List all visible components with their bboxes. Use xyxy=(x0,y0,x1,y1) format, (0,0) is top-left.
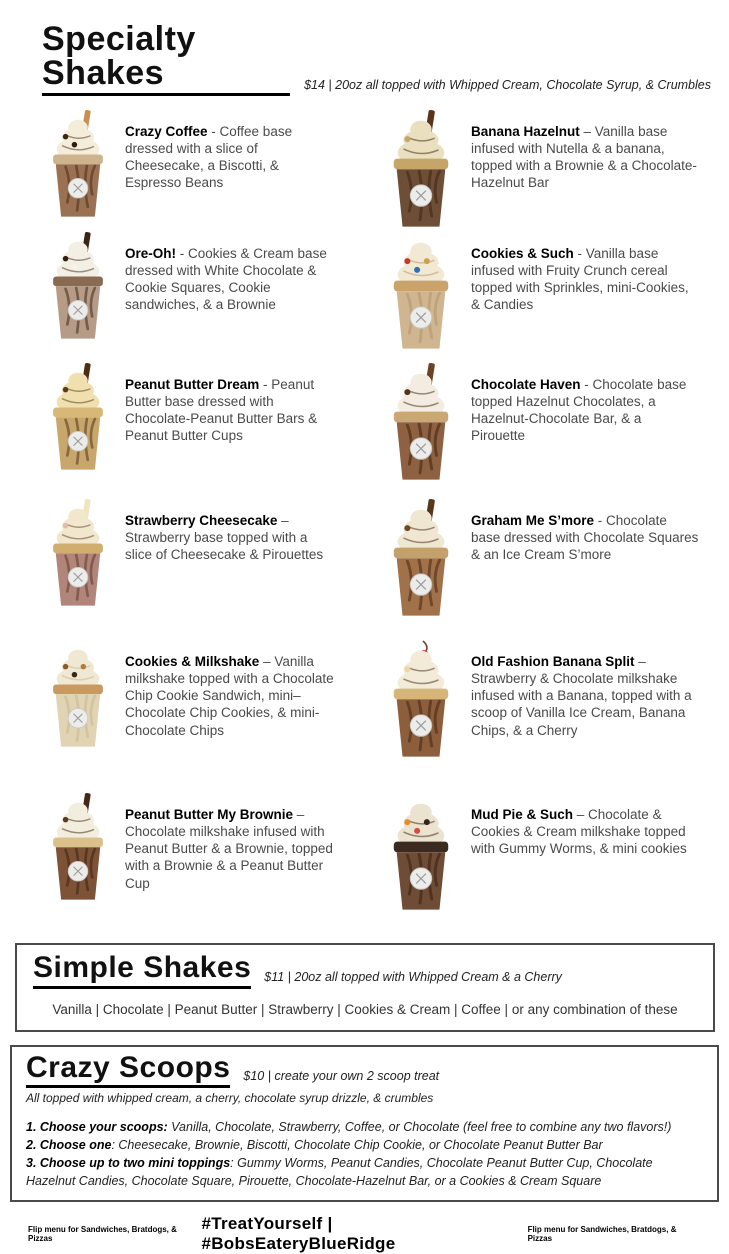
menu-item-cookies-milkshake xyxy=(46,640,386,793)
item-name: Cookies & Such xyxy=(471,246,574,261)
shake-photo xyxy=(46,110,110,232)
shake-photo xyxy=(46,232,110,363)
item-description: Cookies & Such - Vanilla base infused with Fruity Crunch cereal topped with Sprinkles, mini-Cookies, & Candies xyxy=(471,246,689,313)
shake-photo xyxy=(386,640,456,793)
simple-shakes-tagline: $11 | 20oz all topped with Whipped Cream & a Cherry xyxy=(264,969,562,984)
footer xyxy=(28,1214,701,1254)
crazy-scoops-subtitle: All topped with whipped cream, a cherry, chocolate syrup drizzle, & crumbles xyxy=(26,1091,434,1105)
menu-item-graham-me-s-more xyxy=(386,499,717,640)
menu-item-crazy-coffee xyxy=(46,110,386,232)
item-description: Banana Hazelnut – Vanilla base infused with Nutella & a banana, topped with a Brownie & a Chocolate-Hazelnut Bar xyxy=(471,124,697,191)
menu-item-ore-oh xyxy=(46,232,386,363)
shake-photo xyxy=(46,793,110,941)
crazy-scoops-title: Crazy Scoops xyxy=(26,1052,230,1089)
item-name: Ore-Oh! xyxy=(125,246,177,261)
simple-shakes-title: Simple Shakes xyxy=(33,952,251,989)
item-description: Strawberry Cheesecake – Strawberry base topped with a slice of Cheesecake & Pirouettes xyxy=(125,513,324,563)
crazy-scoops-header xyxy=(26,1052,703,1089)
specialty-title: Specialty Shakes xyxy=(42,22,290,96)
item-name: Banana Hazelnut xyxy=(471,124,580,139)
simple-shakes-header xyxy=(33,952,697,989)
specialty-items-grid xyxy=(46,110,729,941)
menu-item-old-fashion-banana-split xyxy=(386,640,717,793)
shake-photo xyxy=(386,499,456,640)
menu-item-peanut-butter-my-brownie xyxy=(46,793,386,941)
scoop-step: 3. Choose up to two mini toppings: Gummy Worms, Peanut Candies, Chocolate Peanut Butter Cup, Chocolate Hazelnut Candies, Chocolate Square, Pirouette, Chocolate-Hazelnut Bar, or a Cookies & Cream Square xyxy=(26,1156,653,1189)
item-description: Graham Me S’more - Chocolate base dressed with Chocolate Squares & an Ice Cream S’more xyxy=(471,513,699,563)
shake-photo xyxy=(386,232,456,363)
item-description: Chocolate Haven - Chocolate base topped Hazelnut Chocolates, a Hazelnut-Chocolate Bar, & a Pirouette xyxy=(471,377,687,444)
menu-item-mud-pie-such xyxy=(386,793,717,941)
item-description: Mud Pie & Such – Chocolate & Cookies & Cream milkshake topped with Gummy Worms, & mini cookies xyxy=(471,807,687,857)
simple-shakes-box xyxy=(15,943,715,1032)
shake-photo xyxy=(46,363,110,499)
scoop-step: 1. Choose your scoops: Vanilla, Chocolate, Strawberry, Coffee, or Chocolate (feel free to combine any two flavors!) xyxy=(26,1120,672,1134)
footer-flip-note-right: Flip menu for Sandwiches, Bratdogs, & Pizzas xyxy=(527,1224,677,1243)
item-description: Cookies & Milkshake – Vanilla milkshake topped with a Chocolate Chip Cookie Sandwich, mini–Chocolate Chip Cookies, & mini-Chocolate Chips xyxy=(125,654,334,738)
item-description: Crazy Coffee - Coffee base dressed with a slice of Cheesecake, a Biscotti, & Espresso Beans xyxy=(125,124,293,191)
menu-item-peanut-butter-dream xyxy=(46,363,386,499)
item-name: Old Fashion Banana Split xyxy=(471,654,635,669)
item-name: Cookies & Milkshake xyxy=(125,654,260,669)
shake-photo xyxy=(46,499,110,640)
shake-photo xyxy=(386,793,456,941)
menu-item-strawberry-cheesecake xyxy=(46,499,386,640)
item-description: Ore-Oh! - Cookies & Cream base dressed with White Chocolate & Cookie Squares, Cookie sandwiches, & a Brownie xyxy=(125,246,327,313)
item-name: Chocolate Haven xyxy=(471,377,581,392)
menu-item-banana-hazelnut xyxy=(386,110,717,232)
footer-hashtags: #TreatYourself | #BobsEateryBlueRidge xyxy=(201,1213,396,1253)
specialty-tagline: $14 | 20oz all topped with Whipped Cream, Chocolate Syrup, & Crumbles xyxy=(304,78,711,92)
specialty-header xyxy=(0,0,729,96)
shake-photo xyxy=(386,363,456,499)
item-name: Graham Me S’more xyxy=(471,513,595,528)
item-description: Old Fashion Banana Split – Strawberry & Chocolate milkshake infused with a Banana, topped with a scoop of Vanilla Ice Cream, Banana Chips, & a Cherry xyxy=(471,654,692,738)
item-name: Crazy Coffee xyxy=(125,124,208,139)
item-name: Peanut Butter My Brownie xyxy=(125,807,294,822)
footer-flip-note-left: Flip menu for Sandwiches, Bratdogs, & Pizzas xyxy=(28,1224,177,1243)
crazy-scoops-steps xyxy=(26,1118,703,1191)
item-description: Peanut Butter My Brownie – Chocolate milkshake infused with Peanut Butter & a Brownie, topped with a Brownie & a Peanut Butter Cup xyxy=(125,807,333,891)
scoop-step: 2. Choose one: Cheesecake, Brownie, Biscotti, Chocolate Chip Cookie, or Chocolate Peanut Butter Bar xyxy=(26,1138,603,1153)
menu-item-chocolate-haven xyxy=(386,363,717,499)
crazy-scoops-box xyxy=(10,1045,719,1202)
item-description: Peanut Butter Dream - Peanut Butter base dressed with Chocolate-Peanut Butter Bars & Peanut Butter Cups xyxy=(125,377,318,444)
simple-shakes-flavors: Vanilla | Chocolate | Peanut Butter | Strawberry | Cookies & Cream | Coffee | or any combination of these xyxy=(52,1001,678,1017)
shake-photo xyxy=(46,640,110,793)
item-name: Peanut Butter Dream xyxy=(125,377,260,392)
item-name: Mud Pie & Such xyxy=(471,807,574,822)
menu-item-cookies-such xyxy=(386,232,717,363)
shake-photo xyxy=(386,110,456,232)
item-name: Strawberry Cheesecake xyxy=(125,513,278,528)
crazy-scoops-tagline: $10 | create your own 2 scoop treat xyxy=(243,1069,440,1083)
